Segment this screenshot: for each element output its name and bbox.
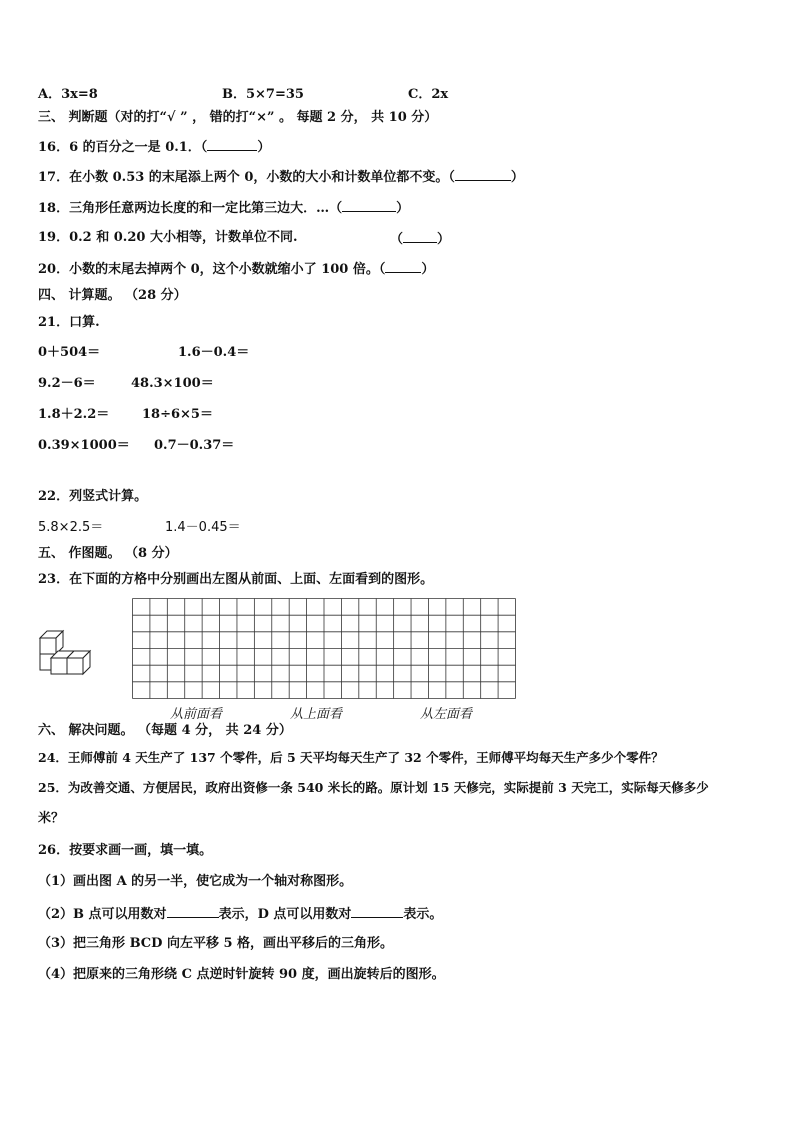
answer-blank-d-point[interactable] (351, 905, 403, 918)
answer-blank-16[interactable] (207, 138, 257, 151)
vertical-calc-b: 1.4－0.45＝ (165, 520, 241, 535)
question-16-text: 16．6 的百分之一是 0.1．（ (38, 140, 208, 155)
option-b: B．5×7=35 (222, 87, 304, 102)
question-25-line-2: 米？ (38, 811, 65, 826)
calc-item: 0＋504＝ (38, 345, 101, 360)
calc-item: 0.7－0.37＝ (154, 438, 235, 453)
paren-close: ） (437, 232, 451, 247)
drawing-grid[interactable] (132, 598, 516, 699)
section-5-title: 五、 作图题。 （8 分） (38, 546, 178, 561)
answer-blank-19[interactable] (403, 230, 437, 243)
grid-caption-left: 从左面看 (420, 707, 473, 722)
question-19-text: 19．0.2 和 0.20 大小相等，计数单位不同. (38, 230, 298, 245)
question-20-text: 20．小数的末尾去掉两个 0，这个小数就缩小了 100 倍。（ (38, 262, 386, 277)
question-26-part-2 (38, 905, 442, 923)
answer-blank-20[interactable] (385, 260, 421, 273)
question-25-line-1: 25．为改善交通、方便居民，政府出资修一条 540 米长的路。原计划 15 天修完，实际提前 3 天完工，实际每天修多少 (38, 780, 709, 795)
section-4-title: 四、 计算题。 （28 分） (38, 288, 187, 303)
question-22-title: 22．列竖式计算。 (38, 489, 148, 504)
part-2-text-b: 表示，D 点可以用数对 (218, 907, 352, 922)
question-26-title: 26．按要求画一画，填一填。 (38, 843, 213, 858)
calc-item: 1.6－0.4＝ (178, 345, 250, 360)
answer-blank-b-point[interactable] (167, 905, 219, 918)
question-18 (38, 199, 409, 217)
part-2-text-a: （2）B 点可以用数对 (38, 907, 167, 922)
calc-item: 48.3×100＝ (131, 376, 214, 391)
cube-stack-figure (38, 628, 110, 678)
question-24-text: 24．王师傅前 4 天生产了 137 个零件，后 5 天平均每天生产了 32 个零件，王师傅平均每天生产多少个零件？ (38, 750, 664, 765)
paren-open: （ (390, 232, 404, 247)
question-19 (38, 230, 297, 246)
question-19-answer (390, 230, 450, 248)
question-20 (38, 260, 434, 278)
question-17-text: 17．在小数 0.53 的末尾添上两个 0，小数的大小和计数单位都不变。（ (38, 170, 455, 185)
option-c: C．2x (408, 87, 449, 102)
question-18-text: 18．三角形任意两边长度的和一定比第三边大．…（ (38, 201, 343, 216)
question-16 (38, 138, 270, 156)
calc-item: 9.2－6＝ (38, 376, 96, 391)
grid-caption-front: 从前面看 (170, 707, 223, 722)
answer-blank-18[interactable] (342, 199, 396, 212)
part-2-text-c: 表示。 (403, 907, 443, 922)
section-3-title: 三、 判断题（对的打“√ ” ， 错的打“×” 。 每题 2 分， 共 10 分） (38, 110, 438, 125)
question-17 (38, 168, 524, 186)
paren-close: ） (396, 201, 410, 216)
option-a: A．3x=8 (38, 87, 98, 102)
question-21-title: 21．口算. (38, 315, 100, 330)
paren-close: ） (510, 170, 524, 185)
grid-caption-top: 从上面看 (290, 707, 343, 722)
question-26-part-1: （1）画出图 A 的另一半，使它成为一个轴对称图形。 (38, 874, 353, 889)
paren-close: ） (257, 140, 271, 155)
calc-item: 1.8＋2.2＝ (38, 407, 110, 422)
question-26-part-3: （3）把三角形 BCD 向左平移 5 格，画出平移后的三角形。 (38, 936, 394, 951)
answer-blank-17[interactable] (455, 168, 511, 181)
question-23-text: 23．在下面的方格中分别画出左图从前面、上面、左面看到的图形。 (38, 572, 434, 587)
vertical-calc-a: 5.8×2.5＝ (38, 520, 104, 535)
section-6-title: 六、 解决问题。 （每题 4 分， 共 24 分） (38, 723, 292, 738)
calc-item: 18÷6×5＝ (142, 407, 213, 422)
question-26-part-4: （4）把原来的三角形绕 C 点逆时针旋转 90 度，画出旋转后的图形。 (38, 967, 445, 982)
calc-item: 0.39×1000＝ (38, 438, 130, 453)
paren-close: ） (421, 262, 435, 277)
